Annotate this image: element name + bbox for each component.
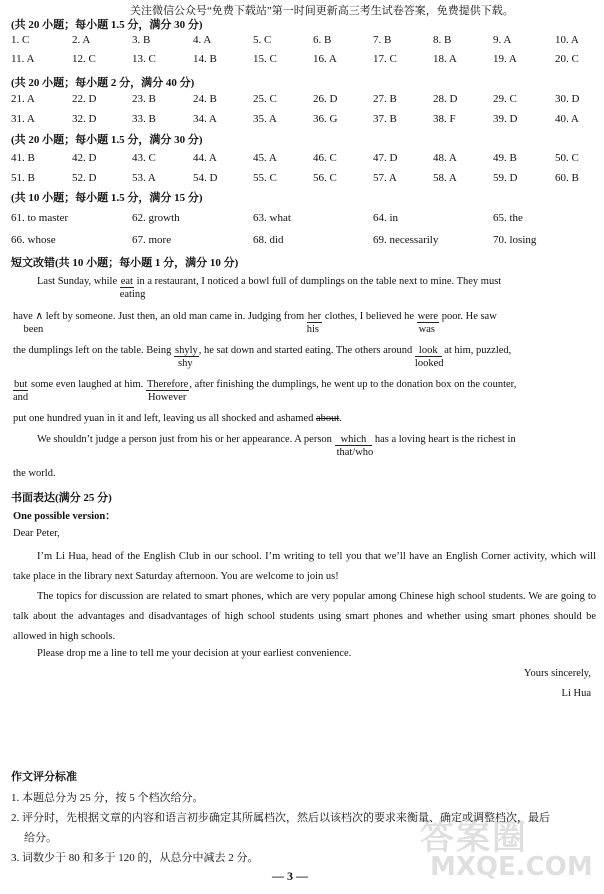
section2-answer-4: 24. B [193, 93, 217, 105]
grading-item-2: 2. 评分时，先根据文章的内容和语言初步确定其所属档次，然后以该档次的要求来衡量、确定或调整档次，最后 [11, 812, 550, 824]
section1-answer-5: 5. C [253, 34, 272, 46]
error-which: which that/who [336, 434, 374, 458]
section3-answer-5: 45. A [253, 152, 277, 164]
section4-answer-3: 63. what [253, 212, 291, 224]
section2-answer-7: 27. B [373, 93, 397, 105]
section1-answer-6: 6. B [313, 34, 332, 46]
section2-answer-9: 29. C [493, 93, 517, 105]
section2-answer-19: 39. D [493, 113, 518, 125]
section1-answer-12: 12. C [72, 53, 96, 65]
fix-eating: eating [119, 289, 146, 300]
section3-answer-19: 59. D [493, 172, 518, 184]
section1-header: (共 20 小题；每小题 1.5 分，满分 30 分) [11, 19, 203, 31]
section1-answer-18: 18. A [433, 53, 457, 65]
section3-answer-12: 52. D [72, 172, 97, 184]
fix-and: and [13, 392, 29, 403]
error-about-deleted: about [315, 413, 340, 424]
section3-answer-4: 44. A [193, 152, 217, 164]
section2-answer-6: 26. D [313, 93, 338, 105]
section2-answer-12: 32. D [72, 113, 97, 125]
section1-answer-19: 19. A [493, 53, 517, 65]
section3-header: (共 20 小题；每小题 1.5 分，满分 30 分) [11, 134, 203, 146]
error-but: but and [13, 379, 29, 403]
letter-signature: Li Hua [561, 688, 591, 699]
section2-answer-13: 33. B [132, 113, 156, 125]
section2-answer-20: 40. A [555, 113, 579, 125]
section3-answer-10: 50. C [555, 152, 579, 164]
section4-answer-5: 65. the [493, 212, 523, 224]
section2-header: (共 20 小题；每小题 2 分，满分 40 分) [11, 77, 195, 89]
section2-answer-16: 36. G [313, 113, 338, 125]
error-her: her his [306, 311, 322, 335]
grading-item-1: 1. 本题总分为 25 分，按 5 个档次给分。 [11, 792, 204, 804]
correction-line-3: the dumplings left on the table. Being shyly shy , he sat down and started eating. The others around look looked at him, puzzled, [13, 345, 512, 369]
grading-header: 作文评分标准 [11, 771, 77, 783]
section4-answer-9: 69. necessarily [373, 234, 439, 246]
section1-answer-17: 17. C [373, 53, 397, 65]
section1-answer-3: 3. B [132, 34, 151, 46]
section2-answer-14: 34. A [193, 113, 217, 125]
correction-line-4: but and some even laughed at him. Therefore However , after finishing the dumplings, he went up to the donation box on the counter, [13, 379, 517, 403]
section1-answer-20: 20. C [555, 53, 579, 65]
fix-shy: shy [177, 358, 193, 369]
letter-paragraph-2: The topics for discussion are related to smart phones, which are very popular among Chinese high school students. We are going to talk about the advantages and disadvantages of high school students using smart phones and whether using smart phones should be allowed in high schools. [13, 591, 596, 642]
fix-looked: looked [414, 358, 444, 369]
section3-answer-9: 49. B [493, 152, 517, 164]
error-eat: eat eating [119, 276, 146, 300]
section4-answer-1: 61. to master [11, 212, 69, 224]
fix-was: was [418, 324, 435, 335]
correction-line-5: put one hundred yuan in it and left, leaving us all shocked and ashamed about. [13, 413, 342, 424]
section4-answer-7: 67. more [132, 234, 172, 246]
section2-answer-8: 28. D [433, 93, 458, 105]
fix-however: However [147, 392, 187, 403]
section2-answer-18: 38. F [433, 113, 456, 125]
correction-line-6: We shouldn’t judge a person just from his or her appearance. A person which that/who has a loving heart is the richest in [37, 434, 516, 458]
section3-answer-13: 53. A [132, 172, 156, 184]
section1-answer-15: 15. C [253, 53, 277, 65]
section1-answer-2: 2. A [72, 34, 91, 46]
section4-answer-8: 68. did [253, 234, 284, 246]
page-number: — 3 — [272, 869, 308, 883]
section3-answer-2: 42. D [72, 152, 97, 164]
error-were: were was [417, 311, 439, 335]
section3-answer-1: 41. B [11, 152, 35, 164]
section2-answer-10: 30. D [555, 93, 580, 105]
correction-header: 短文改错(共 10 小题；每小题 1 分，满分 10 分) [11, 257, 239, 269]
section3-answer-18: 58. A [433, 172, 457, 184]
letter-greeting: Dear Peter, [13, 528, 60, 539]
caret-insert: ∧ been [23, 311, 44, 335]
section2-answer-5: 25. C [253, 93, 277, 105]
watermark-logo-top: 答案圈 [420, 818, 528, 858]
section4-answer-10: 70. losing [493, 234, 537, 246]
writing-header: 书面表达(满分 25 分) [11, 492, 112, 504]
section1-answer-4: 4. A [193, 34, 212, 46]
fix-been: been [23, 324, 44, 335]
section1-answer-10: 10. A [555, 34, 579, 46]
letter-paragraph-3: Please drop me a line to tell me your decision at your earliest convenience. [37, 648, 352, 659]
correction-line-1: Last Sunday, while eat eating in a restaurant, I noticed a bowl full of dumplings on the table next to mine. They must [37, 276, 502, 300]
section1-answer-9: 9. A [493, 34, 512, 46]
section1-answer-14: 14. B [193, 53, 217, 65]
section1-answer-7: 7. B [373, 34, 392, 46]
section4-header: (共 10 小题；每小题 1.5 分，满分 15 分) [11, 192, 203, 204]
section2-answer-2: 22. D [72, 93, 97, 105]
section3-answer-20: 60. B [555, 172, 579, 184]
section2-answer-1: 21. A [11, 93, 35, 105]
section3-answer-3: 43. C [132, 152, 156, 164]
section3-answer-6: 46. C [313, 152, 337, 164]
letter-closing: Yours sincerely, [523, 668, 591, 679]
section3-answer-15: 55. C [253, 172, 277, 184]
notice-text: 关注微信公众号“免费下载站”第一时间更新高三考生试卷答案，免费提供下载。 [130, 5, 514, 17]
section2-answer-17: 37. B [373, 113, 397, 125]
section1-answer-11: 11. A [11, 53, 35, 65]
correction-line-7: the world. [13, 468, 56, 479]
section3-answer-14: 54. D [193, 172, 218, 184]
section4-answer-6: 66. whose [11, 234, 56, 246]
error-look: look looked [414, 345, 444, 369]
section1-answer-1: 1. C [11, 34, 30, 46]
section2-answer-15: 35. A [253, 113, 277, 125]
section3-answer-11: 51. B [11, 172, 35, 184]
correction-line-2: have ∧ been left by someone. Just then, an old man came in. Judging from her his clothes, I believed he were was poor. He saw [13, 311, 497, 335]
section4-answer-2: 62. growth [132, 212, 180, 224]
version-label: One possible version： [13, 511, 116, 522]
letter-paragraph-1: I’m Li Hua, head of the English Club in our school. I’m writing to tell you that we’ll have an English Corner activity, which will take place in the library next Saturday afternoon. You are welcome to join us! [13, 551, 596, 582]
section3-answer-7: 47. D [373, 152, 398, 164]
section4-answer-4: 64. in [373, 212, 399, 224]
section2-answer-11: 31. A [11, 113, 35, 125]
fix-that-who: that/who [336, 447, 374, 458]
fix-his: his [306, 324, 320, 335]
section1-answer-13: 13. C [132, 53, 156, 65]
error-shyly: shyly shy [174, 345, 198, 369]
grading-item-2-cont: 给分。 [24, 832, 57, 844]
watermark-logo-bottom: MXQE.COM [430, 852, 593, 882]
grading-item-3: 3. 词数少于 80 和多于 120 的，从总分中减去 2 分。 [11, 852, 259, 864]
section1-answer-16: 16. A [313, 53, 337, 65]
section3-answer-16: 56. C [313, 172, 337, 184]
error-therefore: Therefore However [146, 379, 189, 403]
section2-answer-3: 23. B [132, 93, 156, 105]
section3-answer-17: 57. A [373, 172, 397, 184]
section1-answer-8: 8. B [433, 34, 452, 46]
section3-answer-8: 48. A [433, 152, 457, 164]
